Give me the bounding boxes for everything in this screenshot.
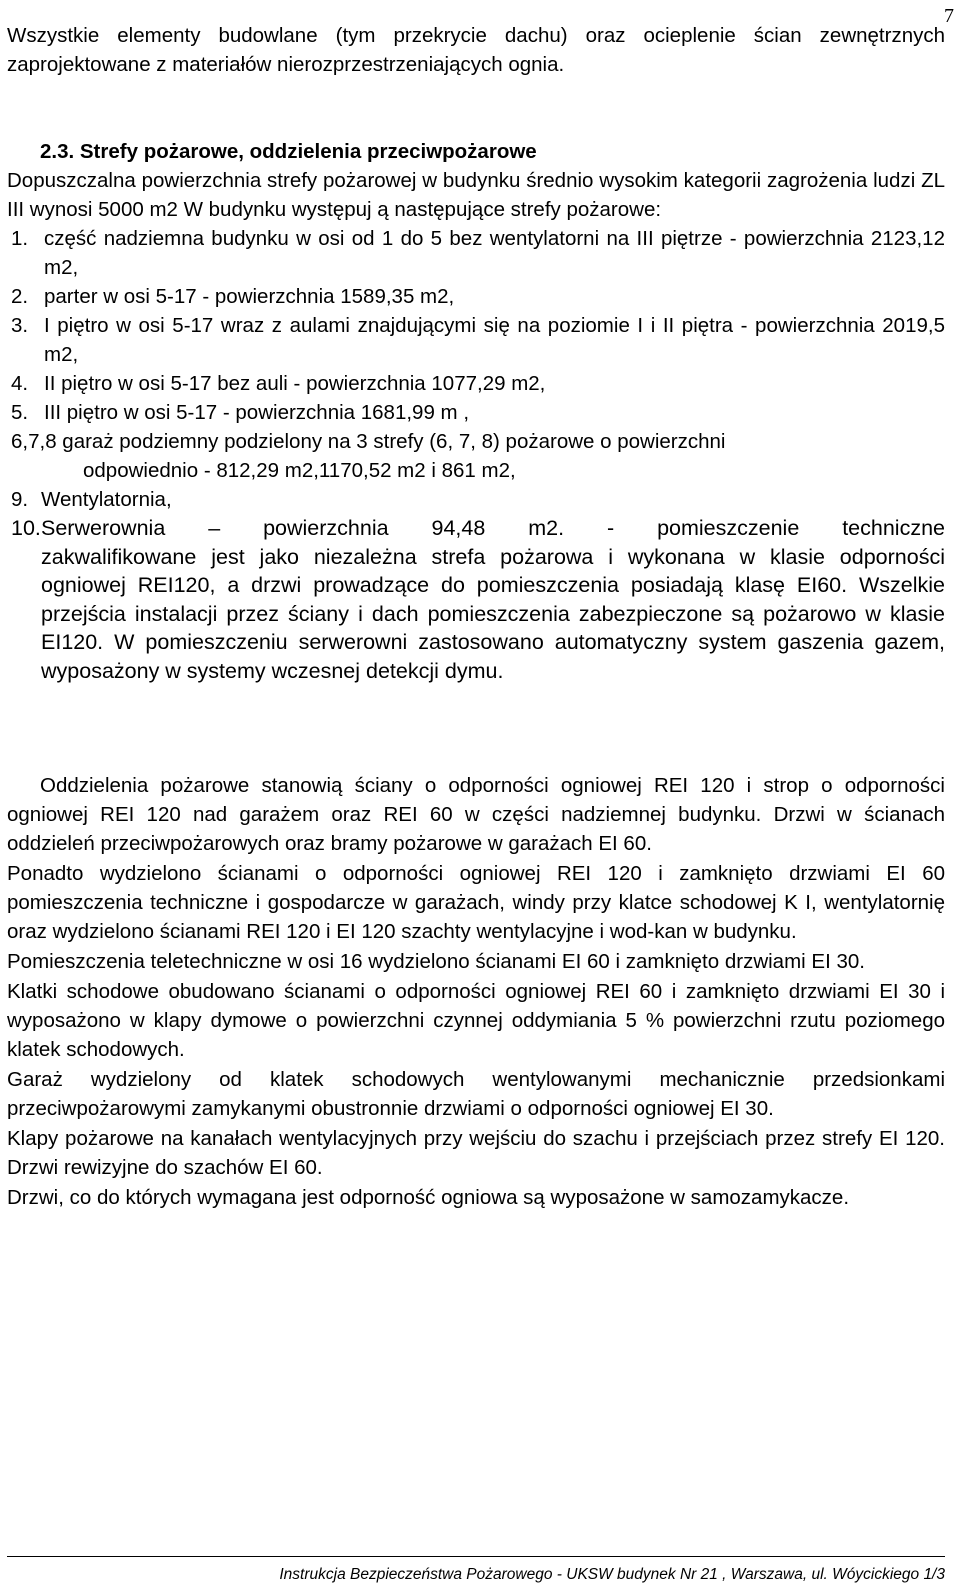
paragraph-garage: Garaż wydzielony od klatek schodowych wentylowanymi mechanicznie przedsionkami przeciwpożarowymi zamykanymi obustronnie drzwiami o odporności ogniowej EI 30. bbox=[7, 1068, 945, 1120]
list-item-text: część nadziemna budynku w osi od 1 do 5 bez wentylatorni na III piętrze - powierzchnia 2123,12 m2, bbox=[44, 227, 945, 279]
server-room-description: zakwalifikowane jest jako niezależna strefa pożarowa i wykonana w klasie odporności ogniowej REI120, a drzwi prowadzące do pomieszczenia posiadają klasę EI60. Wszelkie przejścia instalacji przez ściany i dach pomieszczenia zabezpieczone są pożarowo w klasie EI120. W pomieszczeniu serwerowni zastosowano automatyczny system gaszenia gazem, wyposażony w systemy wczesnej detekcji dymu. bbox=[41, 544, 945, 683]
paragraph-separations: Oddzielenia pożarowe stanowią ściany o odporności ogniowej REI 120 i strop o odporności ogniowej REI 120 nad garażem oraz REI 60 w części nadziemnej budynku. Drzwi w ścianach oddzieleń przeciwpożarowych oraz bramy pożarowe w garażach EI 60. bbox=[7, 774, 945, 855]
server-room-first-line bbox=[11, 514, 945, 543]
section-fire-zones bbox=[7, 137, 945, 685]
list-item-number: 9. bbox=[11, 488, 29, 511]
list-item bbox=[11, 398, 945, 427]
list-item-number: 3. bbox=[11, 314, 29, 337]
paragraph-doors: Drzwi, co do których wymagana jest odporność ogniowa są wyposażone w samozamykacze. bbox=[7, 1186, 850, 1209]
paragraph-staircases: Klatki schodowe obudowano ścianami o odporności ogniowej REI 60 i zamknięto drzwiami EI 30 i wyposażono w klapy dymowe o powierzchni czynnej oddymiania 5 % powierzchni rzutu poziomego klatek schodowych. bbox=[7, 980, 945, 1061]
list-item bbox=[11, 485, 945, 514]
garage-line-1: 6,7,8 garaż podziemny podzielony na 3 strefy (6, 7, 8) pożarowe o powierzchni bbox=[11, 430, 726, 453]
intro-paragraph: Wszystkie elementy budowlane (tym przekrycie dachu) oraz ocieplenie ścian zewnętrznych zaprojektowane z materiałów nierozprzestrzeniających ognia. bbox=[7, 24, 945, 76]
list-item-number: 4. bbox=[11, 372, 29, 395]
list-item-text: Wentylatornia, bbox=[41, 488, 172, 511]
document-body bbox=[7, 21, 945, 79]
footer-divider bbox=[7, 1556, 945, 1557]
fire-separation-paragraphs bbox=[7, 771, 945, 1212]
zone-list bbox=[11, 224, 945, 427]
list-item bbox=[11, 311, 945, 369]
list-item-number: 2. bbox=[11, 285, 29, 308]
list-item-number: 10. bbox=[11, 516, 41, 540]
page-footer: Instrukcja Bezpieczeństwa Pożarowego - UKSW budynek Nr 21 , Warszawa, ul. Wóycickiego 1/3 bbox=[279, 1566, 945, 1583]
paragraph-telecom: Pomieszczenia teletechniczne w osi 16 wydzielono ścianami EI 60 i zamknięto drzwiami EI 30. bbox=[7, 950, 865, 973]
paragraph-dampers: Klapy pożarowe na kanałach wentylacyjnych przy wejściu do szachu i przejściach przez strefy EI 120. Drzwi rewizyjne do szachów EI 60. bbox=[7, 1127, 945, 1179]
list-item-number: 5. bbox=[11, 401, 29, 424]
list-item bbox=[11, 369, 945, 398]
section-lead: Dopuszczalna powierzchnia strefy pożarowej w budynku średnio wysokim kategorii zagrożenia ludzi ZL III wynosi 5000 m2 W budynku występuj ą następujące strefy pożarowe: bbox=[7, 169, 945, 221]
list-item bbox=[11, 224, 945, 282]
list-item-text: parter w osi 5-17 - powierzchnia 1589,35 m2, bbox=[44, 285, 455, 308]
list-item-text: III piętro w osi 5-17 - powierzchnia 1681,99 m , bbox=[44, 401, 470, 424]
list-item-garage bbox=[11, 427, 945, 485]
garage-line-2: odpowiednio - 812,29 m2,1170,52 m2 i 861 m2, bbox=[83, 459, 516, 482]
list-item bbox=[11, 282, 945, 311]
list-item-server-room bbox=[11, 514, 945, 685]
paragraph-additional: Ponadto wydzielono ścianami o odporności ogniowej REI 120 i zamknięto drzwiami EI 60 pomieszczenia techniczne i gospodarcze w garażach, windy przy klatce schodowej K I, wentylatornię oraz wydzielono ścianami REI 120 i EI 120 szachty wentylacyjne i wod-kan w budynku. bbox=[7, 862, 945, 943]
list-item-number: 1. bbox=[11, 227, 29, 250]
list-item-text: I piętro w osi 5-17 wraz z aulami znajdującymi się na poziomie I i II piętra - powierzchnia 2019,5 m2, bbox=[44, 314, 945, 366]
list-item-text: II piętro w osi 5-17 bez auli - powierzchnia 1077,29 m2, bbox=[44, 372, 546, 395]
section-heading: 2.3. Strefy pożarowe, oddzielenia przeciwpożarowe bbox=[40, 140, 537, 163]
page-number: 7 bbox=[944, 5, 954, 27]
server-room-line-1: Serwerownia – powierzchnia 94,48 m2. - pomieszczenie techniczne bbox=[41, 516, 945, 540]
